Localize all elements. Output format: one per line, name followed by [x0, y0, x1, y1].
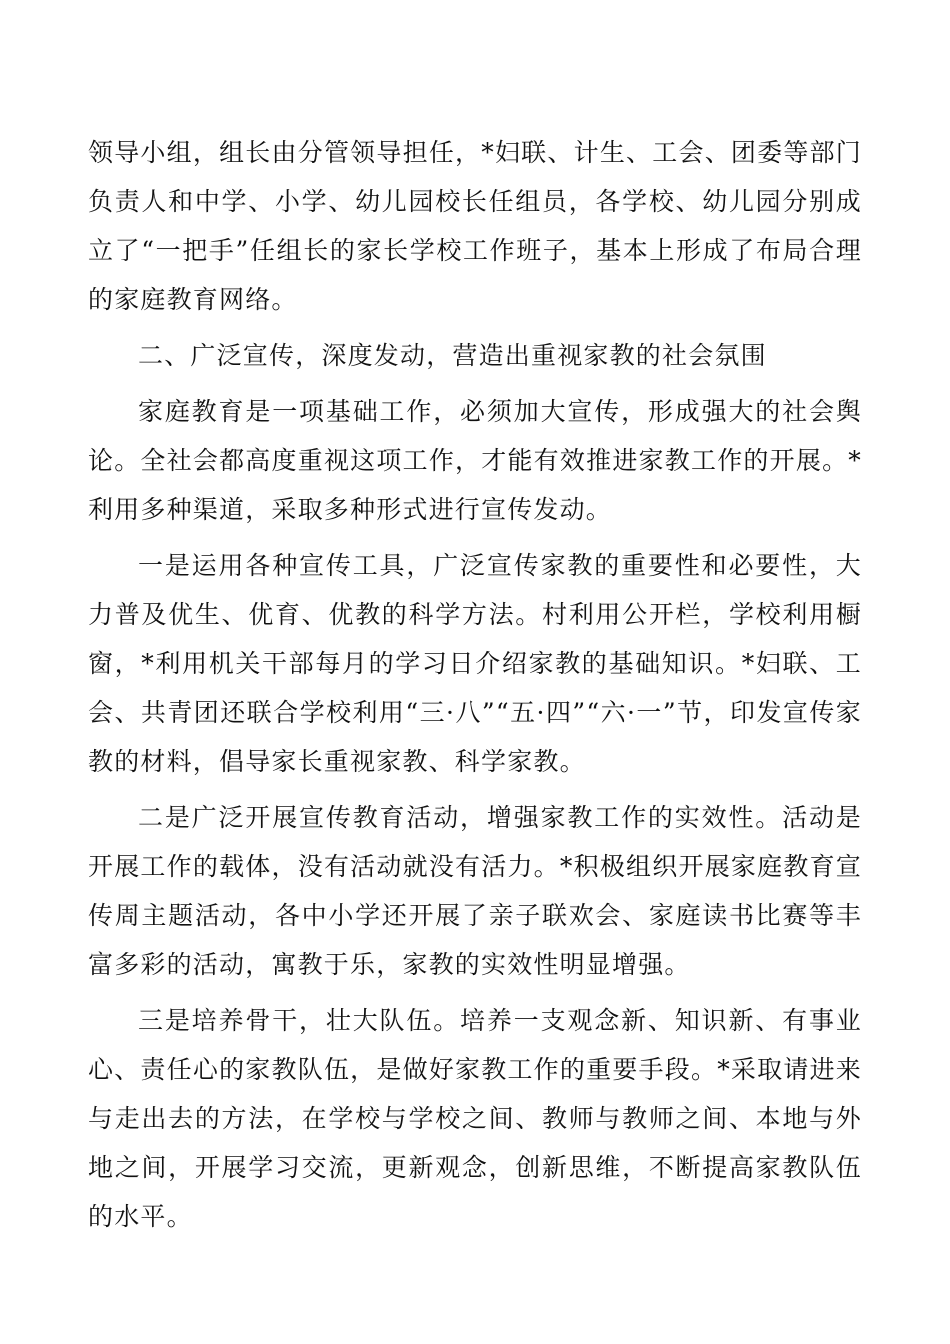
paragraph-continuation: 领导小组，组长由分管领导担任，*妇联、计生、工会、团委等部门负责人和中学、小学、幼儿园校长任组员，各学校、幼儿园分别成立了“一把手”任组长的家长学校工作班子，基本上形成了布局合理的家庭教育网络。: [88, 138, 862, 314]
paragraph-point-one: 一是运用各种宣传工具，广泛宣传家教的重要性和必要性，大力普及优生、优育、优教的科学方法。村利用公开栏，学校利用橱窗，*利用机关干部每月的学习日介绍家教的基础知识。*妇联、工会、共青团还联合学校利用“三·八”“五·四”“六·一”节，印发宣传家教的材料，倡导家长重视家教、科学家教。: [88, 551, 862, 776]
document-body: [88, 128, 862, 1248]
paragraph-point-two: 二是广泛开展宣传教育活动，增强家教工作的实效性。活动是开展工作的载体，没有活动就没有活力。*积极组织开展家庭教育宣传周主题活动，各中小学还开展了亲子联欢会、家庭读书比赛等丰富多彩的活动，寓教于乐，家教的实效性明显增强。: [88, 803, 862, 979]
paragraph-point-three: 三是培养骨干，壮大队伍。培养一支观念新、知识新、有事业心、责任心的家教队伍，是做好家教工作的重要手段。*采取请进来与走出去的方法，在学校与学校之间、教师与教师之间、本地与外地之间，开展学习交流，更新观念，创新思维，不断提高家教队伍的水平。: [88, 1006, 862, 1231]
paragraph-publicity-intro: 家庭教育是一项基础工作，必须加大宣传，形成强大的社会舆论。全社会都高度重视这项工作，才能有效推进家教工作的开展。*利用多种渠道，采取多种形式进行宣传发动。: [88, 397, 862, 524]
section-heading: 二、广泛宣传，深度发动，营造出重视家教的社会氛围: [138, 341, 767, 370]
